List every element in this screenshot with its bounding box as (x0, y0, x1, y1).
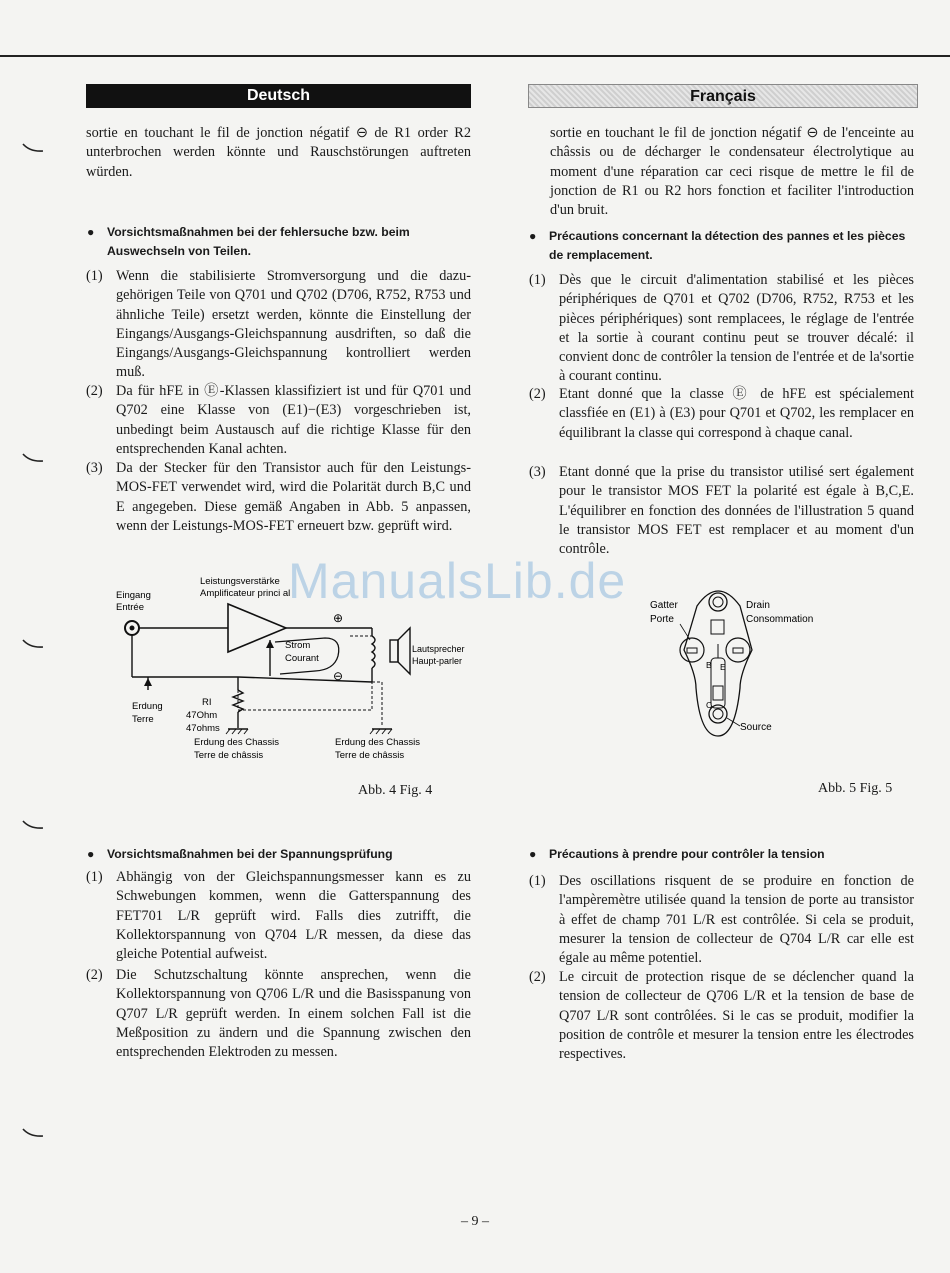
chassis-label-fr: Terre de châssis (335, 750, 405, 761)
de-voltage-item-1 (86, 868, 471, 964)
de-bullet-text: Vorsichtsmaßnahmen bei der fehlersuche bzw. beim Auswechseln von Teilen. (107, 225, 410, 258)
minus-terminal: ⊖ (333, 669, 344, 683)
bullet-dot: ● (529, 229, 537, 243)
bullet-dot: ● (529, 847, 537, 861)
fr-bullet-text: Précautions concernant la détection des pannes et les pièces de remplacement. (549, 229, 906, 262)
fr-item-3 (529, 463, 914, 559)
item-number: (2) (529, 386, 546, 402)
chassis-ground-icon (226, 729, 248, 734)
bullet-dot: ● (87, 847, 95, 861)
item-number: (3) (529, 464, 546, 480)
item-text: Wenn die stabilisierte Stromversorgung und die dazugehörigen Teile von Q701 und Q702 (D706, R752, R753 und ähnliche Teile) ersetzt werden, könnte die Einstellung der Eingangs/Ausgangs-Gleichspannung ausdriften, so daß die Eingangs/Ausgangs-Gleichspannung kontrolliert werden muß. (116, 268, 471, 381)
fr-voltage-item-2 (529, 968, 914, 1064)
pin-c-label: C (706, 700, 713, 710)
fr-voltage-item-1 (529, 872, 914, 968)
amp-label-fr: Amplificateur princi al (200, 588, 291, 599)
mounting-hole-icon (709, 593, 727, 611)
pin-socket-icon (726, 638, 750, 662)
binder-mark (22, 1125, 44, 1135)
fig4-caption: Abb. 4 Fig. 4 (358, 783, 433, 798)
drain-label-fr: Consommation (746, 614, 814, 625)
item-text: Des oscillations risquent de se produire en fonction de l'ampèremètre utilisée quand la tension de porte au transistor à effet de champ 701 L/R est contrôlée. Si cela se produit, mesurer la tension de collecteur de Q704 L/R car elle est égale au même potentiel. (559, 873, 914, 967)
fig5-caption: Abb. 5 Fig. 5 (818, 781, 893, 796)
source-label: Source (740, 722, 772, 733)
plus-terminal: ⊕ (333, 611, 344, 625)
fr-item-2 (529, 385, 914, 443)
item-text: Da für hFE in Ⓔ-Klassen klassifiziert ist und für Q701 und Q702 eine Klasse von (E1)−(E3) vorgeschrieben ist, unbedingt beim Austausch auf die richtige Klasse für den entsprechenden Kanal achten. (116, 383, 471, 457)
de-bullet-text: Vorsichtsmaßnahmen bei der Spannungsprüfung (107, 847, 393, 861)
de-item-2 (86, 382, 471, 459)
top-rule (0, 55, 950, 57)
item-number: (1) (86, 869, 103, 885)
chassis-ground-icon (370, 729, 392, 734)
de-item-1 (86, 267, 471, 383)
watermark: ManualsLib.de (288, 553, 627, 609)
speaker-label-de: Lautsprecher (412, 644, 465, 654)
chassis-label-fr: Terre de châssis (194, 750, 264, 761)
item-number: (1) (86, 268, 103, 284)
item-number: (1) (529, 272, 546, 288)
resistor-name: RI (202, 697, 212, 708)
chassis-label-de: Erdung des Chassis (335, 737, 421, 748)
de-bullet-voltage (87, 845, 471, 864)
resistor-value-de: 47Ohm (186, 710, 218, 721)
fr-bullet-voltage (529, 845, 915, 864)
gate-label-de: Gatter (650, 600, 678, 611)
binder-mark (22, 636, 44, 646)
item-number: (2) (529, 969, 546, 985)
item-text: Die Schutzschaltung könnte ansprechen, wenn die Kollektorspannung von Q706 L/R und die Basisspanung von Q707 L/R geprüft werden. In einem solchen Fall ist die Meßposition zu ändern und die Spannung zwischen den entsprechenden Elektroden zu messen. (116, 967, 471, 1061)
binder-mark (22, 817, 44, 827)
de-bullet-troubleshooting (87, 223, 471, 260)
fig5-transistor-pinout (640, 578, 840, 743)
ground-label-de: Erdung (132, 701, 163, 712)
ground-label-fr: Terre (132, 714, 154, 725)
fr-bullet-text: Précautions à prendre pour contrôler la tension (549, 847, 825, 861)
item-text: Da der Stecker für den Transistor auch für den Leistungs-MOS-FET verwendet wird, wird die Polarität durch B,C und E angegeben. Diese gemäß Angaben in Abb. 5 anpassen, wenn der Leistungs-MOS-FET erneuert bzw. geprüft wird. (116, 460, 471, 534)
input-label-de: Eingang (116, 590, 151, 601)
current-label-fr: Courant (285, 653, 319, 664)
page-number: – 9 – (461, 1214, 489, 1229)
item-text: Etant donné que la classe Ⓔ de hFE est spécialement classfiée en (E1) à (E3) pour Q701 et Q702, les remplacer en équilibrant la classe qui correspond à chaque canal. (559, 386, 914, 441)
drain-label-de: Drain (746, 600, 770, 611)
amp-label-de: Leistungsverstärke (200, 576, 280, 587)
speaker-label-fr: Haupt-parler (412, 656, 463, 666)
item-text: Dès que le circuit d'alimentation stabilisé et les pièces périphériques de Q701 et Q702 (D706, R752, R753 et les pièces périphériques) sont remplacees, le réglage de l'entrée et la sortie à courant continu peut se trouver décalé: il convient donc de contrôler la tension de l'entrée et de la'sortie à courant continu. (559, 272, 914, 385)
item-number: (2) (86, 967, 103, 983)
de-intro: sortie en touchant le fil de jonction négatif ⊖ de R1 order R2 unterbrochen werden könnte und Rauschstörungen auftreten würden. (86, 125, 471, 180)
item-number: (2) (86, 383, 103, 399)
item-text: Etant donné que la prise du transistor utilisé sert également pour le transistor MOS FET la polarité est égale à B,C,E. L'équilibrer en fonction des données de l'illustration 5 quand le transistor MOS FET est remplacer et au moment d'un contrôle. (559, 464, 914, 558)
resistor-value-fr: 47ohms (186, 723, 220, 734)
item-number: (3) (86, 460, 103, 476)
amplifier-triangle-icon (228, 604, 286, 652)
speaker-icon (390, 640, 398, 662)
binder-mark (22, 140, 44, 150)
section-header-deutsch: Deutsch (86, 84, 471, 108)
item-number: (1) (529, 873, 546, 889)
fr-item-1 (529, 271, 914, 387)
input-label-fr: Entrée (116, 602, 144, 613)
coil-icon (372, 636, 375, 668)
de-item-3 (86, 459, 471, 536)
bullet-dot: ● (87, 225, 95, 239)
fr-intro: sortie en touchant le fil de jonction négatif ⊖ de l'enceinte au châssis ou de décharger le condensateur électrolytique au moment d'une réparation car ceci risque de mettre le fil de jonction de R1 ou R2 hors fonction et faciliter l'introduction d'un bruit. (550, 125, 914, 219)
pin-e-label: E (720, 662, 726, 672)
section-header-francais: Français (528, 84, 918, 108)
chassis-label-de: Erdung des Chassis (194, 737, 280, 748)
de-voltage-item-2 (86, 966, 471, 1062)
item-text: Le circuit de protection risque de se déclencher quand la tension de collecteur de Q706 L/R et la tension de base de Q707 L/R sont contrôlées. Si le cas se produit, modifier la position de contrôle et mesurer la tension entre les électrodes respectives. (559, 969, 914, 1063)
fr-bullet-troubleshooting (529, 227, 915, 264)
gate-label-fr: Porte (650, 614, 674, 625)
pin-b-label: B (706, 660, 712, 670)
transistor-outline-icon (684, 591, 752, 736)
item-text: Abhängig von der Gleichspannungsmesser kann es zu Schwebungen kommen, wenn die Gatterspannung des FET701 L/R geprüft wird. Falls dies zutrifft, die Kollektorspannung von Q704 L/R messen, da diese das gleiche Potential aufweist. (116, 869, 471, 963)
current-label-de: Strom (285, 640, 311, 651)
binder-mark (22, 450, 44, 460)
